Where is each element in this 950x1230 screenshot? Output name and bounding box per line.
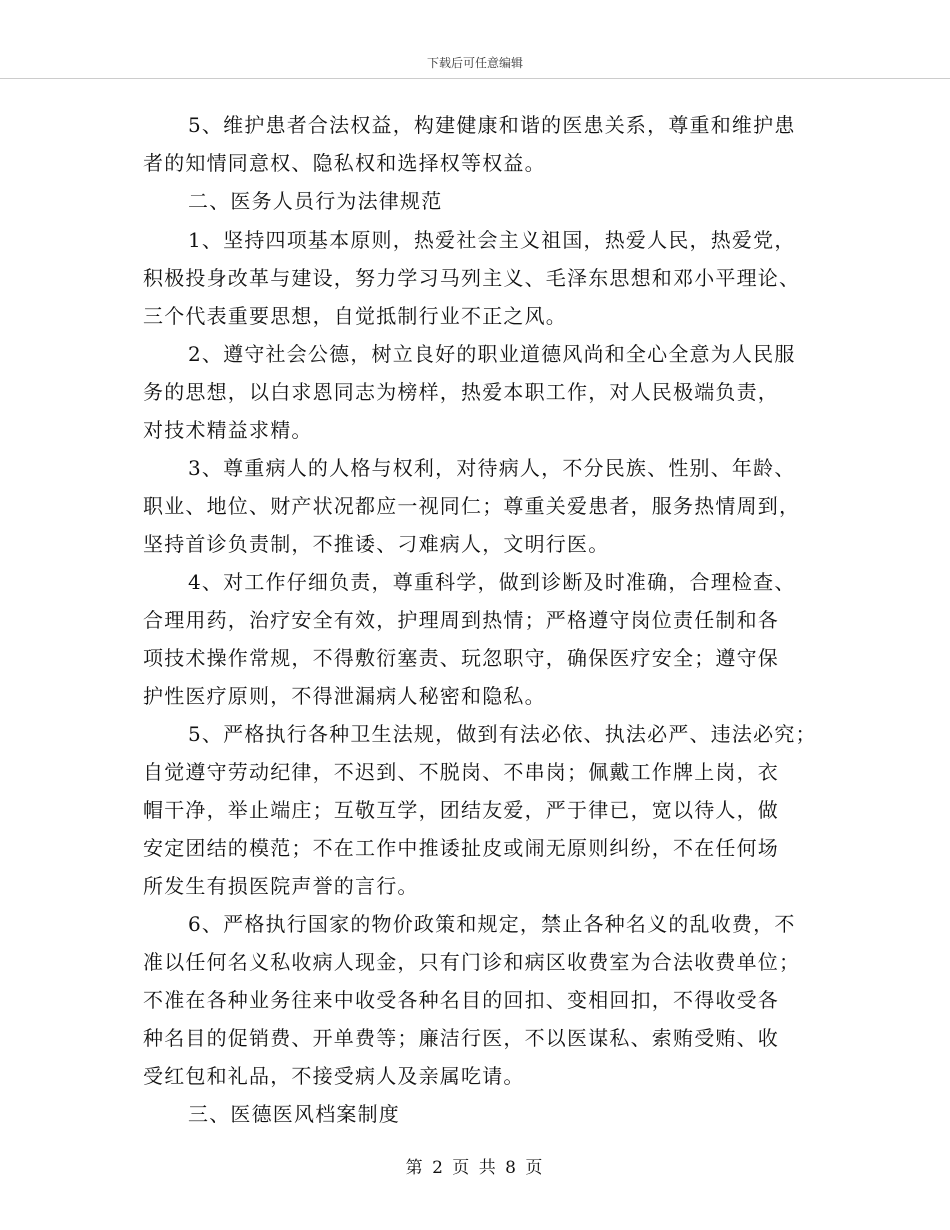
- text-line: 3、尊重病人的人格与权利，对待病人，不分民族、性别、年龄、: [188, 456, 796, 480]
- text-line: 不准在各种业务往来中收受各种名目的回扣、变相回扣，不得收受各: [143, 988, 779, 1012]
- text-line: 坚持首诊负责制，不推诿、刁难病人，文明行医。: [143, 532, 610, 556]
- section-heading: 三、医德医风档案制度: [188, 1102, 400, 1126]
- text-line: 者的知情同意权、隐私权和选择权等权益。: [143, 151, 546, 175]
- text-line: 积极投身改革与建设，努力学习马列主义、毛泽东思想和邓小平理论、: [143, 266, 801, 290]
- text-line: 种名目的促销费、开单费等；廉洁行医，不以医谋私、索贿受贿、收: [143, 1026, 779, 1050]
- text-line: 务的思想，以白求恩同志为榜样，热爱本职工作，对人民极端负责，: [143, 380, 779, 404]
- text-line: 护性医疗原则，不得泄漏病人秘密和隐私。: [143, 684, 546, 708]
- header-divider: [0, 78, 950, 79]
- text-line: 受红包和礼品，不接受病人及亲属吃请。: [143, 1064, 525, 1088]
- text-line: 所发生有损医院声誉的言行。: [143, 874, 419, 898]
- text-line: 三个代表重要思想，自觉抵制行业不正之风。: [143, 304, 567, 328]
- text-line: 4、对工作仔细负责，尊重科学，做到诊断及时准确，合理检查、: [188, 570, 796, 594]
- text-line: 合理用药，治疗安全有效，护理周到热情；严格遵守岗位责任制和各: [143, 608, 779, 632]
- text-line: 项技术操作常规，不得敷衍塞责、玩忽职守，确保医疗安全；遵守保: [143, 646, 779, 670]
- text-line: 5、维护患者合法权益，构建健康和谐的医患关系，尊重和维护患: [188, 113, 796, 137]
- text-line: 安定团结的模范；不在工作中推诿扯皮或闹无原则纠纷，不在任何场: [143, 836, 779, 860]
- text-line: 职业、地位、财产状况都应一视同仁；尊重关爱患者，服务热情周到，: [143, 494, 801, 518]
- text-line: 2、遵守社会公德，树立良好的职业道德风尚和全心全意为人民服: [188, 342, 796, 366]
- section-heading: 二、医务人员行为法律规范: [188, 189, 443, 213]
- text-line: 5、严格执行各种卫生法规，做到有法必依、执法必严、违法必究；: [188, 722, 817, 746]
- text-line: 对技术精益求精。: [143, 418, 313, 442]
- text-line: 自觉遵守劳动纪律，不迟到、不脱岗、不串岗；佩戴工作牌上岗，衣: [143, 760, 779, 784]
- text-line: 帽干净，举止端庄；互敬互学，团结友爱，严于律已，宽以待人，做: [143, 798, 779, 822]
- page-number: 第 2 页 共 8 页: [405, 1158, 545, 1178]
- text-line: 6、严格执行国家的物价政策和规定，禁止各种名义的乱收费，不: [188, 912, 796, 936]
- page-header: 下载后可任意编辑: [426, 56, 523, 70]
- text-line: 准以任何名义私收病人现金，只有门诊和病区收费室为合法收费单位；: [143, 950, 801, 974]
- text-line: 1、坚持四项基本原则，热爱社会主义祖国，热爱人民，热爱党，: [188, 228, 796, 252]
